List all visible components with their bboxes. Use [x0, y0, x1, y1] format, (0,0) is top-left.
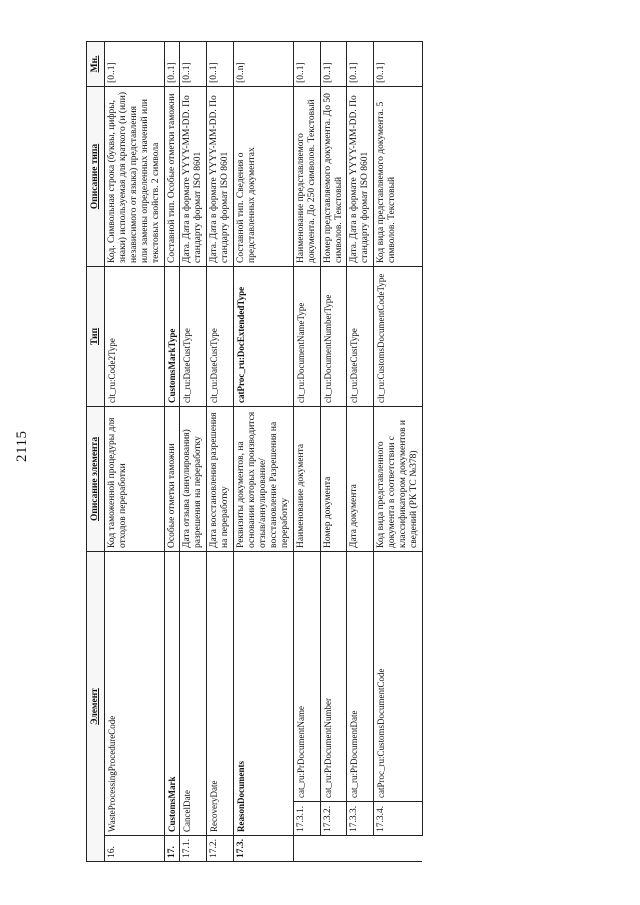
- header-multiplicity: Мн.: [87, 41, 105, 86]
- row-number: 16.: [104, 836, 164, 862]
- table-row: [293, 41, 320, 861]
- table-row: [347, 41, 374, 861]
- header-element: Элемент: [87, 551, 105, 861]
- table-row: [164, 41, 180, 861]
- rotated-table-container: [86, 42, 556, 862]
- table-row: [180, 41, 207, 861]
- row-multiplicity: [0..1]: [374, 41, 423, 86]
- row-type-description: Дата. Дата в формате YYYY-MM-DD. По стандарту формат ISO 8601: [347, 86, 374, 266]
- row-element-description: Дата восстановления разрешения на переработку: [207, 406, 234, 551]
- row-type-description: Составной тип. Сведения о представленных документах: [234, 86, 294, 266]
- row-element-description: Наименование документа: [293, 406, 320, 551]
- row-multiplicity: [0..1]: [293, 41, 320, 86]
- table-row: [320, 41, 347, 861]
- row-number: 17.: [164, 836, 180, 862]
- row-element: cat_ru:PrDocumentNumber: [320, 551, 347, 801]
- row-multiplicity: [0..1]: [180, 41, 207, 86]
- row-type-description: Наименование представляемого документа. До 250 символов. Текстовый: [293, 86, 320, 266]
- table-row: [207, 41, 234, 861]
- row-type: clt_ru:DocumentNameType: [293, 266, 320, 406]
- row-element: cat_ru:PrDocumentDate: [347, 551, 374, 801]
- row-type: clt_ru:DateCustType: [347, 266, 374, 406]
- table-header-row: [87, 41, 105, 861]
- row-element-description: Особые отметки таможни: [164, 406, 180, 551]
- row-element: CancelDate: [180, 551, 207, 835]
- row-type: CustomsMarkType: [164, 266, 180, 406]
- table-body: [104, 41, 422, 861]
- row-multiplicity: [0..1]: [207, 41, 234, 86]
- row-multiplicity: [0..1]: [164, 41, 180, 86]
- row-type: clt_ru:DocumentNumberType: [320, 266, 347, 406]
- row-subnumber: 17.3.1.: [293, 802, 320, 836]
- row-type-description: Дата. Дата в формате YYYY-MM-DD. По стандарту формат ISO 8601: [207, 86, 234, 266]
- row-multiplicity: [0..1]: [320, 41, 347, 86]
- row-element: ReasonDocuments: [234, 551, 294, 835]
- row-type: clt_ru:Code2Type: [104, 266, 164, 406]
- row-element: WasteProcessingProcedureCode: [104, 551, 164, 835]
- row-type: clt_ru:DateCustType: [207, 266, 234, 406]
- row-element: catProc_ru:CustomsDocumentCode: [374, 551, 423, 801]
- row-type-description: Номер представляемого документа. До 50 символов. Текстовый: [320, 86, 347, 266]
- row-number: 17.1.: [180, 836, 207, 862]
- row-number: 17.3.: [234, 836, 294, 862]
- row-type: clt_ru:DateCustType: [180, 266, 207, 406]
- row-element: CustomsMark: [164, 551, 180, 835]
- row-multiplicity: [0..n]: [234, 41, 294, 86]
- row-type: clt_ru:CustomsDocumentCodeType: [374, 266, 423, 406]
- row-subnumber: 17.3.2.: [320, 802, 347, 836]
- row-type: catProc_ru:DocExtendedType: [234, 266, 294, 406]
- row-type-description: Дата. Дата в формате YYYY-MM-DD. По стандарту формат ISO 8601: [180, 86, 207, 266]
- row-subnumber: 17.3.3.: [347, 802, 374, 836]
- page-number: 2115: [14, 430, 30, 462]
- table-row: [234, 41, 294, 861]
- header-type-description: Описание типа: [87, 86, 105, 266]
- indent-cell: [293, 836, 320, 862]
- indent-cell: [320, 836, 347, 862]
- row-element-description: Код вида представленного документа в соответствии с классификатором документов и сведений (РК ТС №378): [374, 406, 423, 551]
- row-type-description: Составной тип. Особые отметки таможни: [164, 86, 180, 266]
- row-element: cat_ru:PrDocumentName: [293, 551, 320, 801]
- row-element: RecoveryDate: [207, 551, 234, 835]
- row-element-description: Дата документа: [347, 406, 374, 551]
- row-element-description: Реквизиты документов, на основании которых производится отзыв/аннулирование/восстановление Разрешения на переработку: [234, 406, 294, 551]
- indent-cell: [347, 836, 374, 862]
- row-multiplicity: [0..1]: [104, 41, 164, 86]
- indent-cell: [374, 836, 423, 862]
- elements-table: [86, 41, 423, 862]
- header-element-description: Описание элемента: [87, 406, 105, 551]
- row-multiplicity: [0..1]: [347, 41, 374, 86]
- table-row: [374, 41, 423, 861]
- row-element-description: Дата отзыва (аннулирования) разрешения на переработку: [180, 406, 207, 551]
- table-row: [104, 41, 164, 861]
- header-type: Тип: [87, 266, 105, 406]
- row-element-description: Код таможенной процедуры для отходов переработки: [104, 406, 164, 551]
- row-type-description: Код. Символьная строка (буквы, цифры, знаки) используемая для краткого (и (или) независимого от языка) представления или замены определенных значений или текстовых свойств. 2 символа: [104, 86, 164, 266]
- row-element-description: Номер документа: [320, 406, 347, 551]
- row-type-description: Код вида представляемого документа. 5 символов. Текстовый: [374, 86, 423, 266]
- row-number: 17.2.: [207, 836, 234, 862]
- row-subnumber: 17.3.4.: [374, 802, 423, 836]
